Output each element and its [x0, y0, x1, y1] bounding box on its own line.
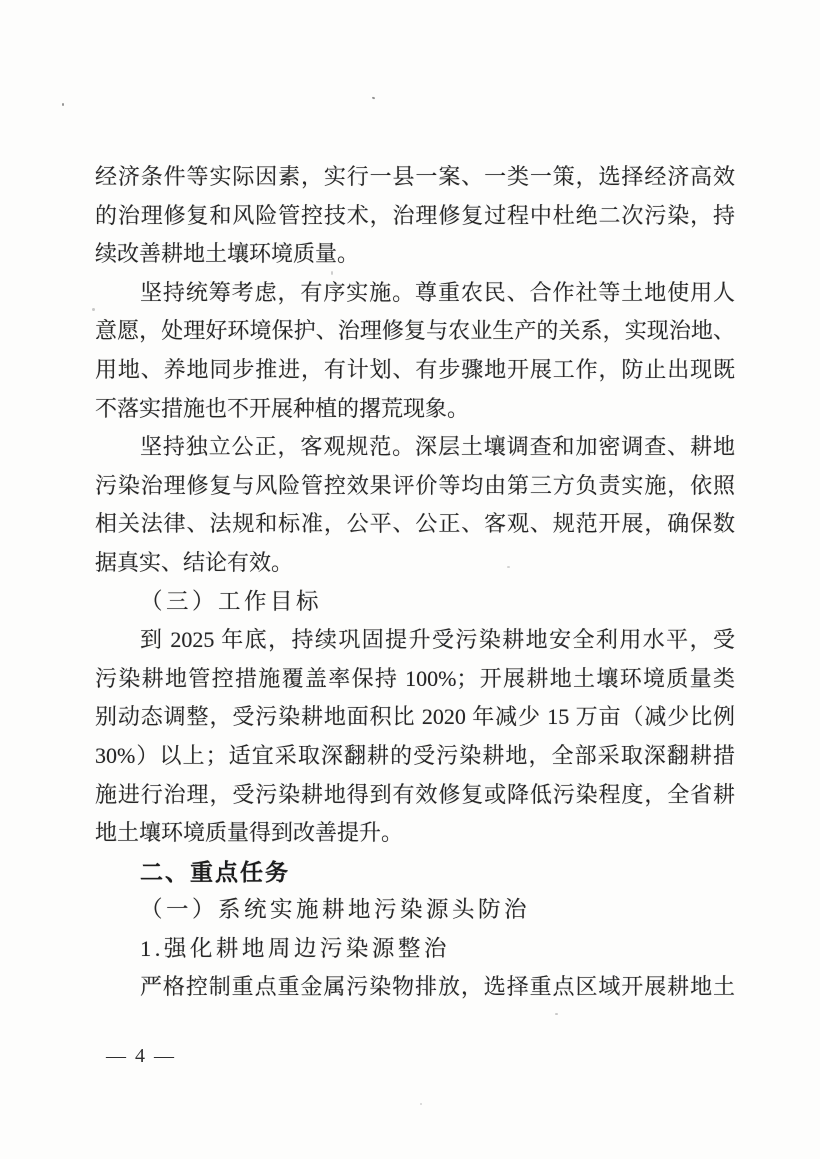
- item-heading-pollution-source-remediation: 1.强化耕地周边污染源整治: [140, 935, 450, 961]
- subsection-heading-source-prevention: （一）系统实施耕地污染源头防治: [140, 897, 531, 923]
- scan-speck: [555, 1013, 558, 1015]
- text-line: 的治理修复和风险管控技术，治理修复过程中杜绝二次污染，持: [95, 202, 735, 228]
- text-line: 到 2025 年底，持续巩固提升受污染耕地安全利用水平，受: [140, 627, 735, 653]
- text-line: 地土壤环境质量得到改善提升。: [95, 820, 404, 846]
- page-number: — 4 —: [106, 1045, 176, 1067]
- section-heading-key-tasks: 二、重点任务: [140, 858, 290, 885]
- text-line: 污染治理修复与风险管控效果评价等均由第三方负责实施，依照: [95, 472, 735, 498]
- text-line: 据真实、结论有效。: [95, 549, 294, 575]
- text-line: 坚持统筹考虑，有序实施。尊重农民、合作社等土地使用人: [140, 279, 735, 305]
- text-line: 用地、养地同步推进，有计划、有步骤地开展工作，防止出现既: [95, 356, 735, 382]
- text-line: 严格控制重点重金属污染物排放，选择重点区域开展耕地土: [140, 974, 735, 1000]
- scan-speck: [62, 103, 64, 106]
- text-line: 经济条件等实际因素，实行一县一案、一类一策，选择经济高效: [95, 164, 735, 189]
- text-line: 坚持独立公正，客观规范。深层土壤调查和加密调查、耕地: [140, 434, 735, 460]
- text-line: 意愿，处理好环境保护、治理修复与农业生产的关系，实现治地、: [95, 318, 735, 344]
- scan-speck: [331, 271, 333, 275]
- scan-speck: [92, 308, 95, 311]
- scan-speck: [507, 566, 510, 568]
- text-line: 续改善耕地土壤环境质量。: [95, 241, 360, 267]
- section-heading-work-goals: （三）工作目标: [140, 588, 323, 614]
- scan-speck: [372, 97, 376, 100]
- text-line: 不落实措施也不开展种植的撂荒现象。: [95, 395, 470, 421]
- text-line: 30%）以上；适宜采取深翻耕的受污染耕地，全部采取深翻耕措: [95, 742, 735, 768]
- scan-speck: [685, 375, 687, 378]
- text-line: 污染耕地管控措施覆盖率保持 100%；开展耕地土壤环境质量类: [95, 665, 735, 691]
- document-body: [95, 158, 735, 1007]
- text-line: 施进行治理，受污染耕地得到有效修复或降低污染程度，全省耕: [95, 781, 735, 807]
- text-line: 相关法律、法规和标准，公平、公正、客观、规范开展，确保数: [95, 511, 735, 537]
- scan-speck: [420, 1103, 422, 1105]
- text-line: 别动态调整，受污染耕地面积比 2020 年减少 15 万亩（减少比例: [95, 704, 735, 730]
